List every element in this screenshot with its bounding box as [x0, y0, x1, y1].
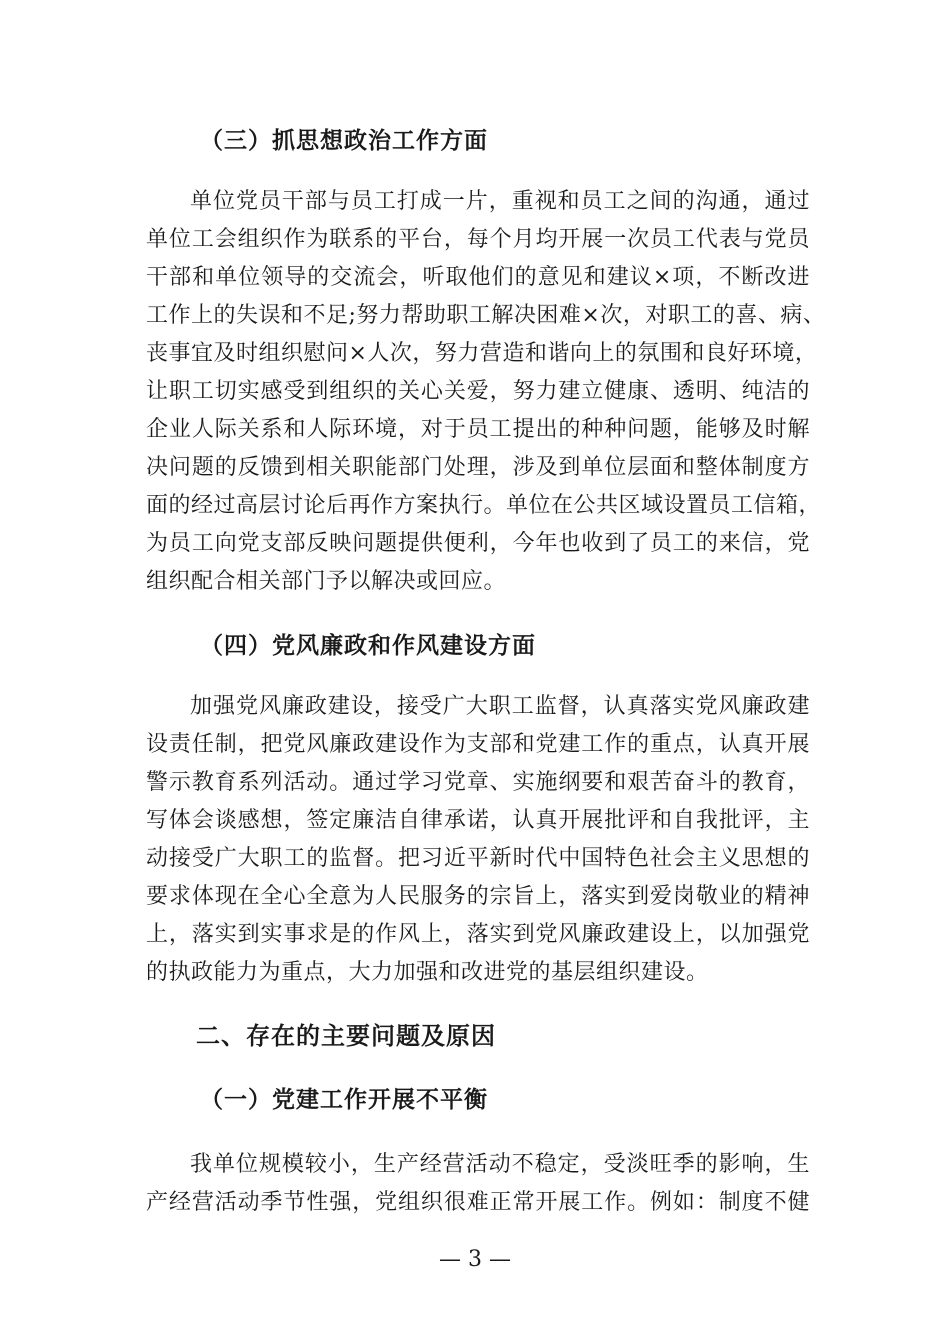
paragraph-line: 单位党员干部与员工打成一片，重视和员工之间的沟通，通过	[190, 189, 810, 214]
paragraph-line: 写体会谈感想，签定廉洁自律承诺，认真开展批评和自我批评，主	[146, 808, 810, 833]
paragraph-line: 的执政能力为重点，大力加强和改进党的基层组织建设。	[146, 960, 709, 985]
paragraph-line: 丧事宜及时组织慰问×人次，努力营造和谐向上的氛围和良好环境，	[146, 341, 818, 366]
paragraph-line: 企业人际关系和人际环境，对于员工提出的种种问题，能够及时解	[146, 417, 810, 442]
paragraph-line: 面的经过高层讨论后再作方案执行。单位在公共区域设置员工信箱，	[146, 493, 822, 518]
paragraph-line: 决问题的反馈到相关职能部门处理，涉及到单位层面和整体制度方	[146, 455, 810, 480]
paragraph-line: 加强党风廉政建设，接受广大职工监督，认真落实党风廉政建	[190, 694, 810, 719]
paragraph-line: 上，落实到实事求是的作风上，落实到党风廉政建设上，以加强党	[146, 922, 810, 947]
paragraph-line: 单位工会组织作为联系的平台，每个月均开展一次员工代表与党员	[146, 227, 810, 252]
paragraph-line: 让职工切实感受到组织的关心关爱，努力建立健康、透明、纯洁的	[146, 379, 810, 404]
paragraph-line: 我单位规模较小，生产经营活动不稳定，受淡旺季的影响，生	[190, 1152, 810, 1177]
paragraph-line: 设责任制，把党风廉政建设作为支部和党建工作的重点，认真开展	[146, 732, 810, 757]
paragraph-imbalance	[146, 1146, 810, 1222]
paragraph-line: 干部和单位领导的交流会，听取他们的意见和建议×项，不断改进	[146, 265, 810, 290]
paragraph-line: 为员工向党支部反映问题提供便利，今年也收到了员工的来信，党	[146, 531, 810, 556]
paragraph-line: 要求体现在全心全意为人民服务的宗旨上，落实到爱岗敬业的精神	[146, 884, 810, 909]
paragraph-line: 产经营活动季节性强，党组织很难正常开展工作。例如：制度不健	[146, 1190, 810, 1215]
paragraph-line: 警示教育系列活动。通过学习党章、实施纲要和艰苦奋斗的教育，	[146, 770, 810, 795]
part-heading-2: 二、存在的主要问题及原因	[196, 1022, 496, 1050]
paragraph-line: 工作上的失误和不足;努力帮助职工解决困难×次，对职工的喜、病、	[146, 303, 826, 328]
paragraph-line: 组织配合相关部门予以解决或回应。	[146, 569, 507, 594]
paragraph-line: 动接受广大职工的监督。把习近平新时代中国特色社会主义思想的	[146, 846, 810, 871]
section-heading-3: （三）抓思想政治工作方面	[200, 128, 488, 154]
page-number: — 3 —	[439, 1247, 511, 1272]
paragraph-integrity-work	[146, 688, 810, 992]
paragraph-ideological-work	[146, 183, 826, 601]
section-heading-2-1: （一）党建工作开展不平衡	[200, 1087, 488, 1113]
section-heading-4: （四）党风廉政和作风建设方面	[200, 633, 536, 659]
